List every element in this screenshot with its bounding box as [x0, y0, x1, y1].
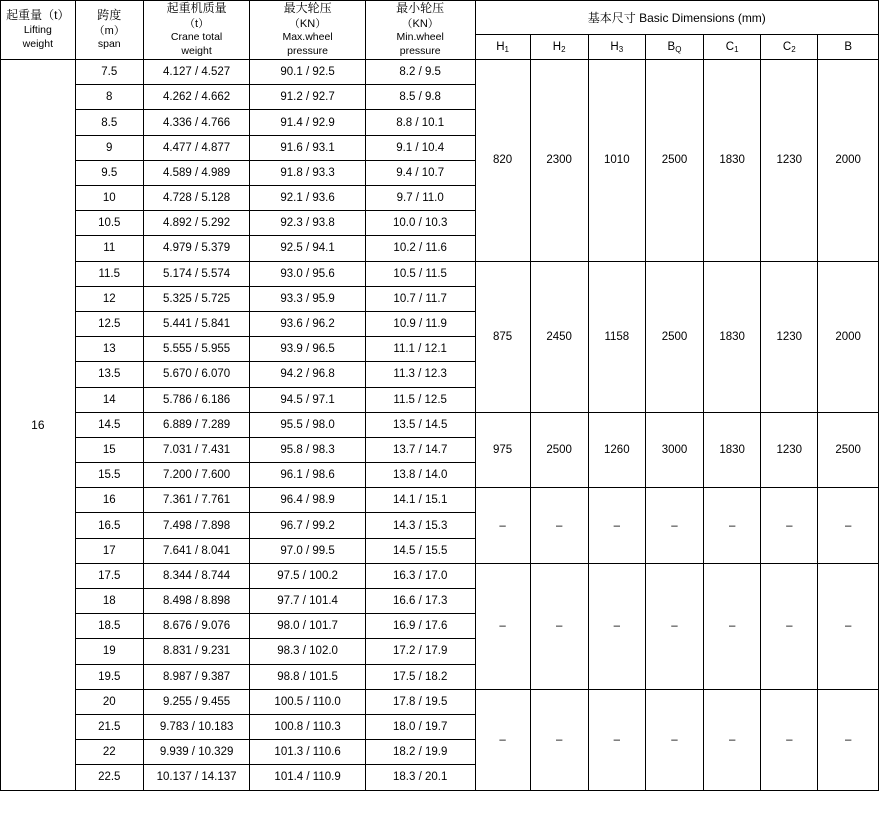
min-wheel-pressure-cell: 16.3 / 17.0 — [365, 563, 475, 588]
header-span-cn: 跨度 — [97, 7, 122, 22]
header-dim-bq-letter: B — [667, 41, 676, 54]
crane-mass-cell: 10.137 / 14.137 — [143, 765, 250, 790]
dimension-b-cell: 2500 — [818, 412, 879, 488]
min-wheel-pressure-cell: 18.2 / 19.9 — [365, 740, 475, 765]
header-dim-h3-sub: 3 — [618, 45, 624, 55]
header-dim-h2-sub: 2 — [561, 45, 566, 55]
header-basic-dimensions: 基本尺寸 Basic Dimensions (mm) — [475, 1, 878, 35]
crane-mass-cell: 5.670 / 6.070 — [143, 362, 250, 387]
dimension-bq-cell: 3000 — [645, 412, 703, 488]
max-wheel-pressure-cell: 98.8 / 101.5 — [250, 664, 365, 689]
max-wheel-pressure-cell: 96.1 / 98.6 — [250, 463, 365, 488]
max-wheel-pressure-cell: 96.7 / 99.2 — [250, 513, 365, 538]
span-cell: 12 — [75, 286, 143, 311]
header-dim-h2 — [530, 35, 588, 60]
table-row — [1, 488, 879, 513]
max-wheel-pressure-cell: 91.8 / 93.3 — [250, 160, 365, 185]
dimension-h2-cell: 2300 — [530, 60, 588, 262]
header-crane-mass-cn: 起重机质量 — [166, 1, 227, 15]
min-wheel-pressure-cell: 9.1 / 10.4 — [365, 135, 475, 160]
table-row — [1, 261, 879, 286]
dimension-h1-cell: 975 — [475, 412, 530, 488]
max-wheel-pressure-cell: 92.5 / 94.1 — [250, 236, 365, 261]
span-cell: 18.5 — [75, 614, 143, 639]
crane-mass-cell: 4.892 / 5.292 — [143, 211, 250, 236]
header-row-1 — [1, 1, 879, 35]
table-header — [1, 1, 879, 60]
dimension-h2-cell: 2450 — [530, 261, 588, 412]
header-crane-mass-en: Crane total — [170, 31, 223, 44]
max-wheel-pressure-cell: 98.0 / 101.7 — [250, 614, 365, 639]
dimension-h1-cell: 875 — [475, 261, 530, 412]
header-crane-mass-en2: weight — [181, 45, 212, 58]
span-cell: 21.5 — [75, 714, 143, 739]
span-cell: 17.5 — [75, 563, 143, 588]
min-wheel-pressure-cell: 11.1 / 12.1 — [365, 337, 475, 362]
max-wheel-pressure-cell: 100.8 / 110.3 — [250, 714, 365, 739]
max-wheel-pressure-cell: 91.2 / 92.7 — [250, 85, 365, 110]
dimension-c1-cell: 1830 — [704, 60, 761, 262]
min-wheel-pressure-cell: 17.8 / 19.5 — [365, 689, 475, 714]
max-wheel-pressure-cell: 93.3 / 95.9 — [250, 286, 365, 311]
span-cell: 20 — [75, 689, 143, 714]
crane-mass-cell: 5.786 / 6.186 — [143, 387, 250, 412]
dimension-h3-cell: 1158 — [588, 261, 645, 412]
crane-mass-cell: 4.979 / 5.379 — [143, 236, 250, 261]
dimension-b-cell: – — [818, 488, 879, 564]
min-wheel-pressure-cell: 10.9 / 11.9 — [365, 311, 475, 336]
span-cell: 17 — [75, 538, 143, 563]
dimension-bq-cell: 2500 — [645, 60, 703, 262]
min-wheel-pressure-cell: 14.5 / 15.5 — [365, 538, 475, 563]
crane-mass-cell: 7.361 / 7.761 — [143, 488, 250, 513]
max-wheel-pressure-cell: 93.9 / 96.5 — [250, 337, 365, 362]
crane-mass-cell: 4.127 / 4.527 — [143, 60, 250, 85]
crane-mass-cell: 8.498 / 8.898 — [143, 589, 250, 614]
span-cell: 10 — [75, 186, 143, 211]
max-wheel-pressure-cell: 94.5 / 97.1 — [250, 387, 365, 412]
dimension-bq-cell: – — [645, 563, 703, 689]
dimension-h3-cell: 1260 — [588, 412, 645, 488]
min-wheel-pressure-cell: 16.6 / 17.3 — [365, 589, 475, 614]
span-cell: 11 — [75, 236, 143, 261]
crane-mass-cell: 5.555 / 5.955 — [143, 337, 250, 362]
dimension-h1-cell: 820 — [475, 60, 530, 262]
crane-mass-cell: 8.987 / 9.387 — [143, 664, 250, 689]
crane-mass-cell: 4.477 / 4.877 — [143, 135, 250, 160]
crane-mass-cell: 9.939 / 10.329 — [143, 740, 250, 765]
dimension-b-cell: – — [818, 689, 879, 790]
span-cell: 14 — [75, 387, 143, 412]
header-dim-c2-sub: 2 — [791, 45, 796, 55]
span-cell: 16.5 — [75, 513, 143, 538]
dimension-h1-cell: – — [475, 563, 530, 689]
lifting-weight-value: 16 — [1, 60, 76, 790]
max-wheel-pressure-cell: 97.5 / 100.2 — [250, 563, 365, 588]
span-cell: 7.5 — [75, 60, 143, 85]
min-wheel-pressure-cell: 10.0 / 10.3 — [365, 211, 475, 236]
min-wheel-pressure-cell: 8.2 / 9.5 — [365, 60, 475, 85]
crane-mass-cell: 9.783 / 10.183 — [143, 714, 250, 739]
crane-mass-cell: 8.831 / 9.231 — [143, 639, 250, 664]
span-cell: 13.5 — [75, 362, 143, 387]
header-dim-h2-letter: H — [552, 41, 562, 54]
crane-mass-cell: 4.589 / 4.989 — [143, 160, 250, 185]
dimension-bq-cell: – — [645, 689, 703, 790]
crane-mass-cell: 6.889 / 7.289 — [143, 412, 250, 437]
dimension-h2-cell: – — [530, 563, 588, 689]
dimension-h2-cell: – — [530, 488, 588, 564]
min-wheel-pressure-cell: 14.3 / 15.3 — [365, 513, 475, 538]
header-max-wheel-pressure-en: Max.wheel — [282, 31, 333, 44]
span-cell: 22 — [75, 740, 143, 765]
header-min-wheel-pressure-en2: pressure — [399, 45, 441, 58]
span-cell: 19 — [75, 639, 143, 664]
crane-mass-cell: 7.200 / 7.600 — [143, 463, 250, 488]
crane-mass-cell: 5.325 / 5.725 — [143, 286, 250, 311]
span-cell: 8 — [75, 85, 143, 110]
crane-mass-cell: 4.262 / 4.662 — [143, 85, 250, 110]
span-cell: 9.5 — [75, 160, 143, 185]
dimension-h2-cell: 2500 — [530, 412, 588, 488]
min-wheel-pressure-cell: 17.5 / 18.2 — [365, 664, 475, 689]
header-dim-c1-letter: C — [725, 41, 735, 54]
span-cell: 14.5 — [75, 412, 143, 437]
header-span-unit: （m） — [93, 24, 125, 37]
table-row — [1, 412, 879, 437]
crane-mass-cell: 9.255 / 9.455 — [143, 689, 250, 714]
min-wheel-pressure-cell: 13.5 / 14.5 — [365, 412, 475, 437]
dimension-h1-cell: – — [475, 689, 530, 790]
crane-mass-cell: 4.336 / 4.766 — [143, 110, 250, 135]
min-wheel-pressure-cell: 10.7 / 11.7 — [365, 286, 475, 311]
dimension-h3-cell: – — [588, 689, 645, 790]
table-body — [1, 60, 879, 790]
dimension-b-cell: 2000 — [818, 261, 879, 412]
crane-mass-cell: 7.498 / 7.898 — [143, 513, 250, 538]
header-dim-c2 — [761, 35, 818, 60]
crane-mass-cell: 7.641 / 8.041 — [143, 538, 250, 563]
header-dim-h1 — [475, 35, 530, 60]
min-wheel-pressure-cell: 9.4 / 10.7 — [365, 160, 475, 185]
header-lifting-weight — [1, 1, 76, 60]
min-wheel-pressure-cell: 11.5 / 12.5 — [365, 387, 475, 412]
max-wheel-pressure-cell: 97.7 / 101.4 — [250, 589, 365, 614]
dimension-c2-cell: – — [761, 689, 818, 790]
header-lifting-weight-en2: weight — [22, 37, 54, 50]
span-cell: 18 — [75, 589, 143, 614]
max-wheel-pressure-cell: 91.6 / 93.1 — [250, 135, 365, 160]
max-wheel-pressure-cell: 90.1 / 92.5 — [250, 60, 365, 85]
span-cell: 13 — [75, 337, 143, 362]
span-cell: 9 — [75, 135, 143, 160]
max-wheel-pressure-cell: 92.1 / 93.6 — [250, 186, 365, 211]
header-dim-h3-letter: H — [610, 41, 619, 54]
max-wheel-pressure-cell: 94.2 / 96.8 — [250, 362, 365, 387]
min-wheel-pressure-cell: 13.7 / 14.7 — [365, 437, 475, 462]
min-wheel-pressure-cell: 10.5 / 11.5 — [365, 261, 475, 286]
header-span-en: span — [97, 38, 121, 51]
min-wheel-pressure-cell: 14.1 / 15.1 — [365, 488, 475, 513]
header-dim-h3 — [588, 35, 645, 60]
max-wheel-pressure-cell: 98.3 / 102.0 — [250, 639, 365, 664]
header-min-wheel-pressure-cn: 最小轮压 — [396, 1, 445, 15]
header-dim-c1-sub: 1 — [734, 45, 739, 55]
header-dim-c1 — [704, 35, 761, 60]
span-cell: 10.5 — [75, 211, 143, 236]
min-wheel-pressure-cell: 16.9 / 17.6 — [365, 614, 475, 639]
max-wheel-pressure-cell: 93.0 / 95.6 — [250, 261, 365, 286]
header-dim-b — [818, 35, 879, 60]
dimension-c2-cell: 1230 — [761, 60, 818, 262]
max-wheel-pressure-cell: 101.4 / 110.9 — [250, 765, 365, 790]
max-wheel-pressure-cell: 91.4 / 92.9 — [250, 110, 365, 135]
header-dim-bq-sub: Q — [675, 45, 682, 55]
span-cell: 16 — [75, 488, 143, 513]
header-crane-mass — [143, 1, 250, 60]
header-max-wheel-pressure-unit: （KN） — [288, 17, 327, 30]
min-wheel-pressure-cell: 11.3 / 12.3 — [365, 362, 475, 387]
header-dim-h1-sub: 1 — [504, 45, 509, 55]
min-wheel-pressure-cell: 8.5 / 9.8 — [365, 85, 475, 110]
max-wheel-pressure-cell: 96.4 / 98.9 — [250, 488, 365, 513]
dimension-h3-cell: – — [588, 563, 645, 689]
dimension-c2-cell: – — [761, 563, 818, 689]
max-wheel-pressure-cell: 95.5 / 98.0 — [250, 412, 365, 437]
dimension-c1-cell: – — [704, 563, 761, 689]
header-max-wheel-pressure-en2: pressure — [287, 45, 328, 58]
dimension-c2-cell: – — [761, 488, 818, 564]
header-min-wheel-pressure-en: Min.wheel — [396, 31, 444, 44]
span-cell: 15.5 — [75, 463, 143, 488]
dimension-c1-cell: 1830 — [704, 261, 761, 412]
max-wheel-pressure-cell: 97.0 / 99.5 — [250, 538, 365, 563]
dimension-c2-cell: 1230 — [761, 412, 818, 488]
min-wheel-pressure-cell: 17.2 / 17.9 — [365, 639, 475, 664]
dimension-c2-cell: 1230 — [761, 261, 818, 412]
max-wheel-pressure-cell: 95.8 / 98.3 — [250, 437, 365, 462]
max-wheel-pressure-cell: 100.5 / 110.0 — [250, 689, 365, 714]
header-min-wheel-pressure-unit: （KN） — [401, 17, 439, 30]
crane-mass-cell: 8.344 / 8.744 — [143, 563, 250, 588]
header-dim-bq — [645, 35, 703, 60]
crane-mass-cell: 4.728 / 5.128 — [143, 186, 250, 211]
dimension-c1-cell: 1830 — [704, 412, 761, 488]
span-cell: 11.5 — [75, 261, 143, 286]
header-lifting-weight-cn: 起重量（t） — [6, 8, 70, 23]
header-max-wheel-pressure-cn: 最大轮压 — [283, 1, 332, 15]
max-wheel-pressure-cell: 92.3 / 93.8 — [250, 211, 365, 236]
header-dim-c2-letter: C — [782, 41, 792, 54]
table-row — [1, 563, 879, 588]
min-wheel-pressure-cell: 18.0 / 19.7 — [365, 714, 475, 739]
header-lifting-weight-en: Lifting — [23, 24, 52, 37]
header-min-wheel-pressure — [365, 1, 475, 60]
dimension-h1-cell: – — [475, 488, 530, 564]
min-wheel-pressure-cell: 18.3 / 20.1 — [365, 765, 475, 790]
span-cell: 22.5 — [75, 765, 143, 790]
crane-mass-cell: 5.441 / 5.841 — [143, 311, 250, 336]
span-cell: 8.5 — [75, 110, 143, 135]
dimension-c1-cell: – — [704, 689, 761, 790]
min-wheel-pressure-cell: 9.7 / 11.0 — [365, 186, 475, 211]
crane-mass-cell: 8.676 / 9.076 — [143, 614, 250, 639]
dimension-h3-cell: 1010 — [588, 60, 645, 262]
table-row — [1, 689, 879, 714]
header-max-wheel-pressure — [250, 1, 365, 60]
dimension-b-cell: 2000 — [818, 60, 879, 262]
crane-mass-cell: 5.174 / 5.574 — [143, 261, 250, 286]
header-dim-h1-letter: H — [496, 41, 505, 54]
max-wheel-pressure-cell: 93.6 / 96.2 — [250, 311, 365, 336]
table-row — [1, 60, 879, 85]
span-cell: 12.5 — [75, 311, 143, 336]
header-span — [75, 1, 143, 60]
span-cell: 15 — [75, 437, 143, 462]
header-dim-b-letter: B — [844, 41, 852, 54]
min-wheel-pressure-cell: 10.2 / 11.6 — [365, 236, 475, 261]
max-wheel-pressure-cell: 101.3 / 110.6 — [250, 740, 365, 765]
dimension-h2-cell: – — [530, 689, 588, 790]
dimension-b-cell: – — [818, 563, 879, 689]
dimension-bq-cell: 2500 — [645, 261, 703, 412]
dimension-bq-cell: – — [645, 488, 703, 564]
min-wheel-pressure-cell: 8.8 / 10.1 — [365, 110, 475, 135]
min-wheel-pressure-cell: 13.8 / 14.0 — [365, 463, 475, 488]
dimension-h3-cell: – — [588, 488, 645, 564]
crane-mass-cell: 7.031 / 7.431 — [143, 437, 250, 462]
header-crane-mass-unit: （t） — [184, 17, 210, 30]
span-cell: 19.5 — [75, 664, 143, 689]
dimension-c1-cell: – — [704, 488, 761, 564]
